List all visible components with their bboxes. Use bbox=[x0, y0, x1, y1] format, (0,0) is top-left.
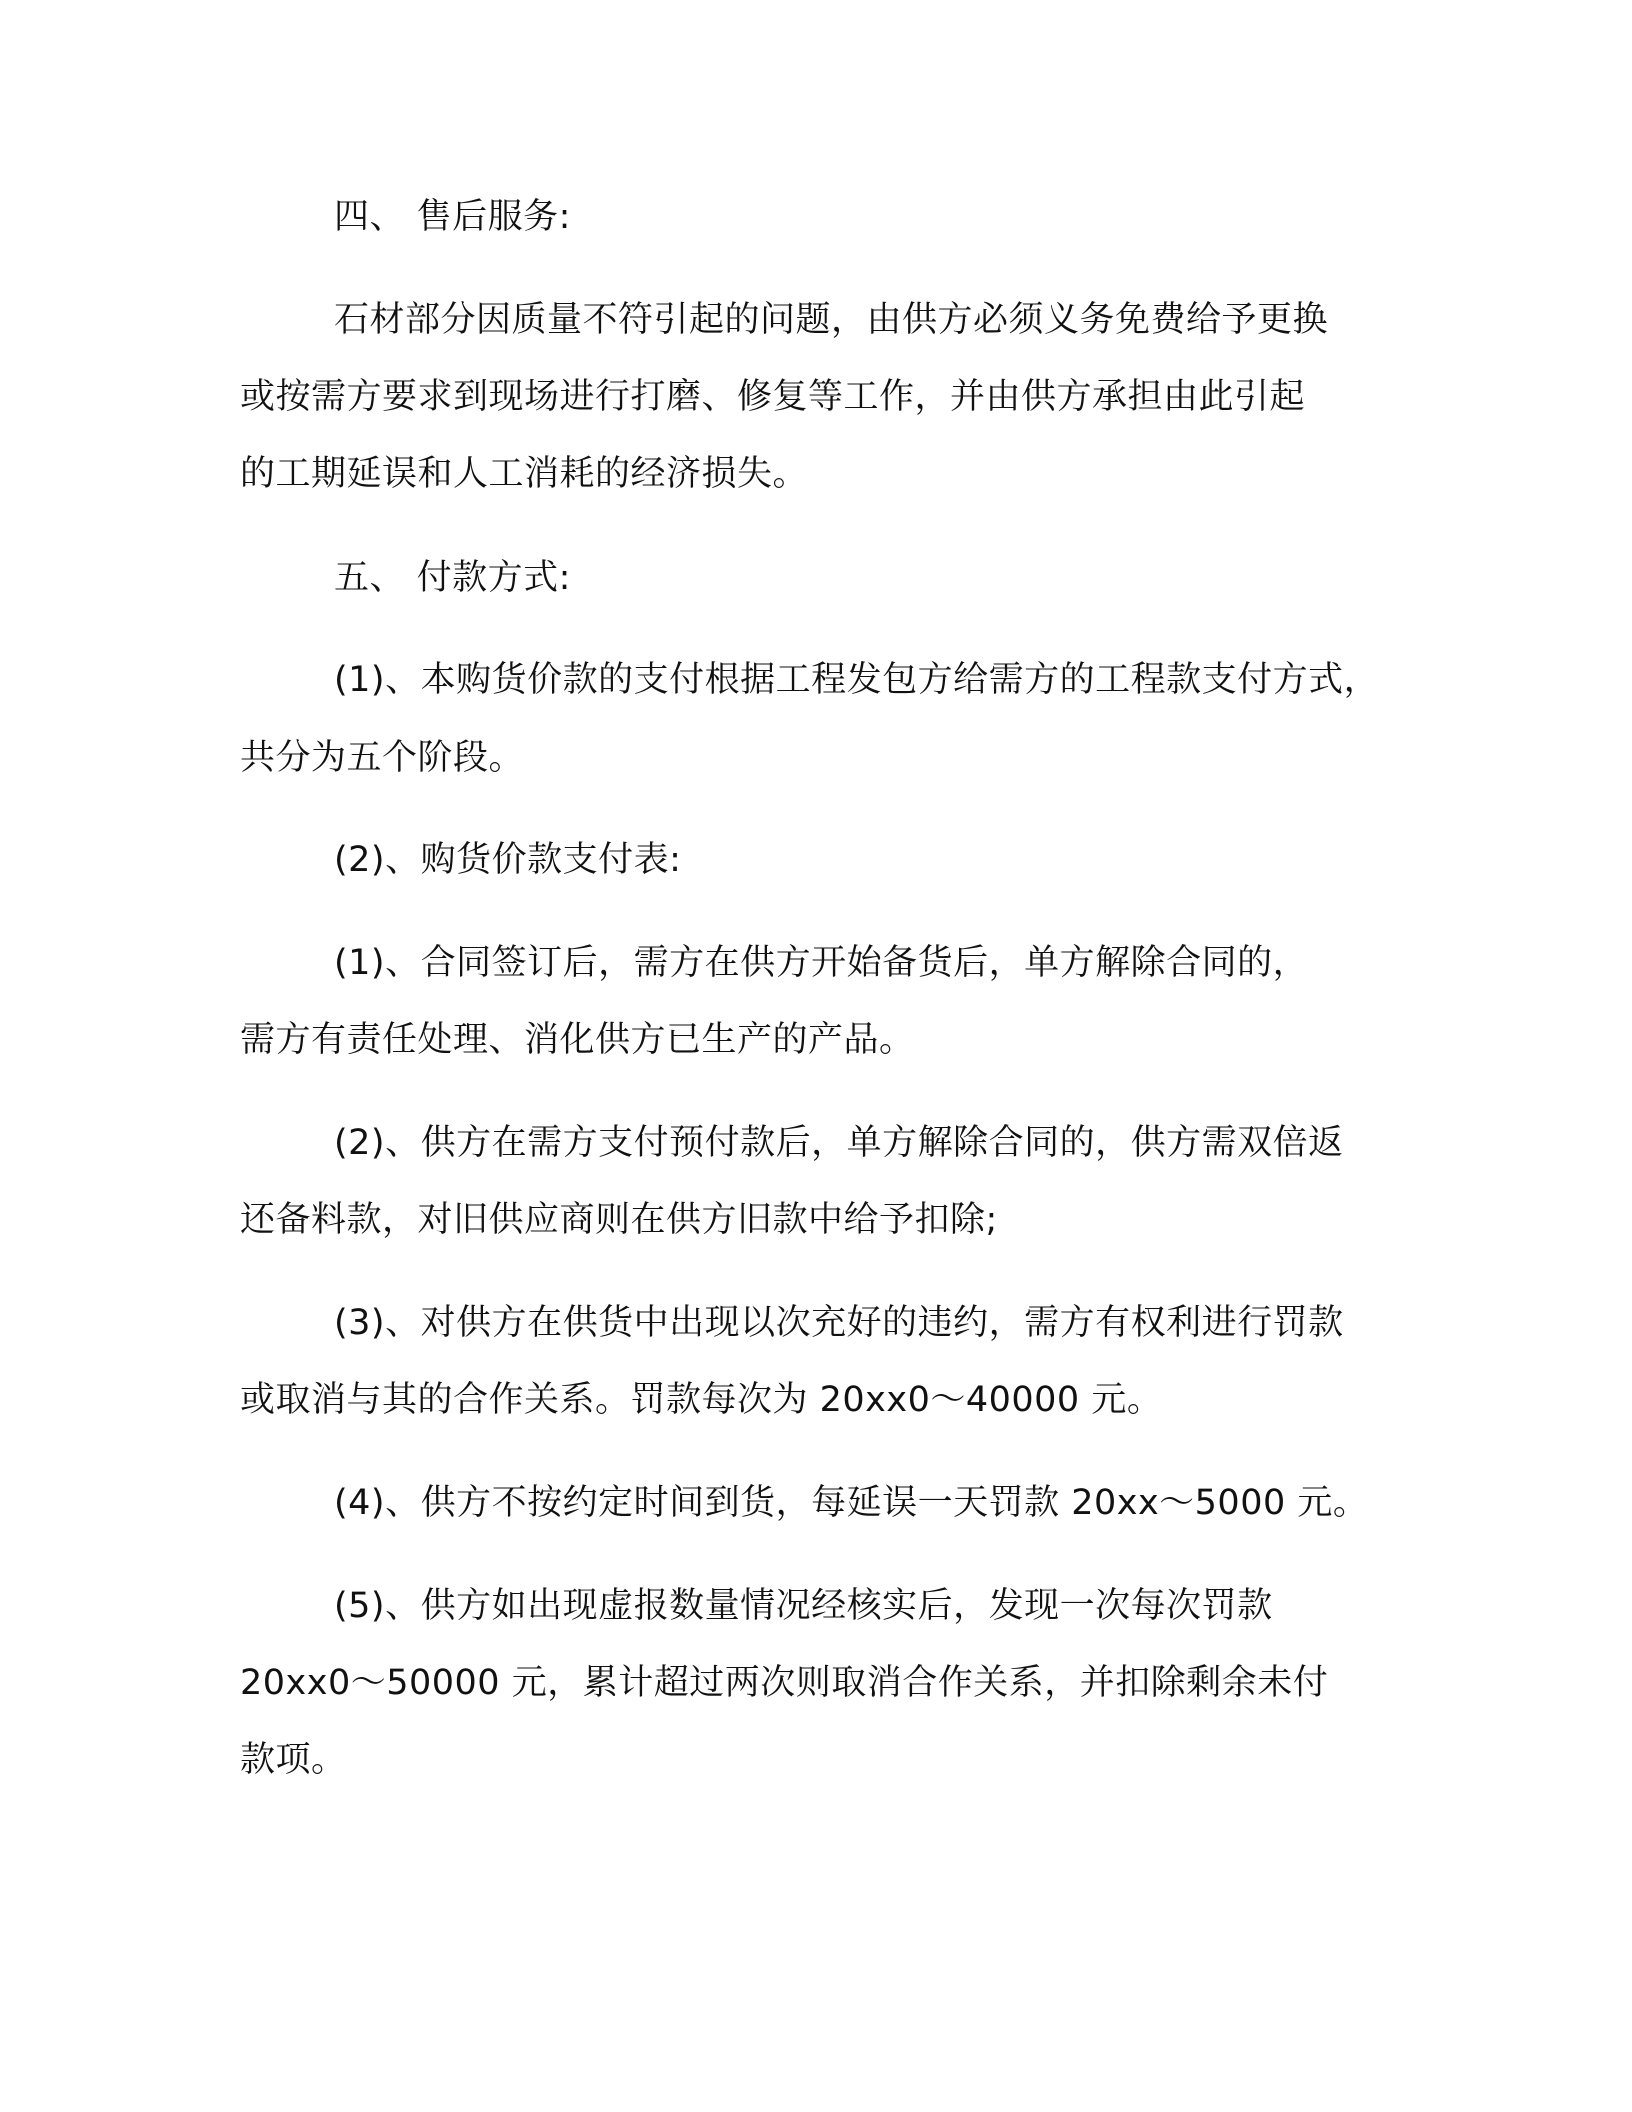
list-item-line: 需方有责任处理、消化供方已生产的产品。 bbox=[240, 1020, 915, 1060]
paragraph-line: (1)、本购货价款的支付根据工程发包方给需方的工程款支付方式， bbox=[334, 660, 1380, 700]
list-item-line: 还备料款，对旧供应商则在供方旧款中给予扣除; bbox=[240, 1200, 998, 1240]
paragraph-line: 的工期延误和人工消耗的经济损失。 bbox=[240, 454, 809, 494]
paragraph-line: 共分为五个阶段。 bbox=[240, 738, 525, 778]
list-item-line: 款项。 bbox=[240, 1740, 347, 1780]
list-item-line: (4)、供方不按约定时间到货，每延误一天罚款 20xx～5000 元。 bbox=[334, 1483, 1369, 1523]
paragraph-line: 石材部分因质量不符引起的问题，由供方必须义务免费给予更换 bbox=[334, 300, 1329, 340]
section-heading-payment: 五、 付款方式: bbox=[334, 558, 571, 598]
list-item-line: 20xx0～50000 元，累计超过两次则取消合作关系，并扣除剩余未付 bbox=[240, 1663, 1329, 1703]
paragraph-line: 或按需方要求到现场进行打磨、修复等工作，并由供方承担由此引起 bbox=[240, 377, 1306, 417]
section-heading-after-sales: 四、 售后服务: bbox=[334, 197, 571, 237]
list-item-line: (2)、供方在需方支付预付款后，单方解除合同的，供方需双倍返 bbox=[334, 1123, 1344, 1163]
list-item-line: 或取消与其的合作关系。罚款每次为 20xx0～40000 元。 bbox=[240, 1380, 1163, 1420]
list-item-line: (1)、合同签订后，需方在供方开始备货后，单方解除合同的， bbox=[334, 943, 1309, 983]
list-item-line: (3)、对供方在供货中出现以次充好的违约，需方有权利进行罚款 bbox=[334, 1303, 1344, 1343]
paragraph-line: (2)、购货价款支付表: bbox=[334, 840, 682, 880]
list-item-line: (5)、供方如出现虚报数量情况经核实后，发现一次每次罚款 bbox=[334, 1586, 1273, 1626]
